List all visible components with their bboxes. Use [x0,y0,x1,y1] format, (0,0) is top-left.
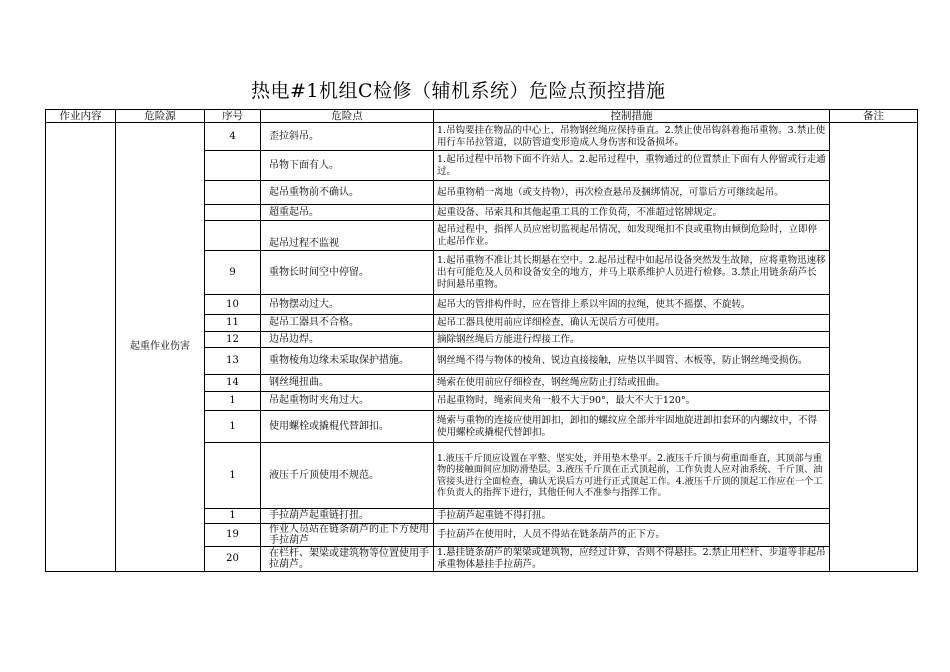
risk-cell: 起吊工器具不合格。 [261,315,434,332]
risk-cell: 重物棱角边缘未采取保护措施。 [261,348,434,375]
seq-cell [205,221,261,251]
seq-cell: 19 [205,524,261,547]
seq-cell: 1 [205,392,261,411]
control-cell: 1.液压千斤顶应设置在平整、坚实处，并用垫木垫平。2.液压千斤顶与荷重面垂直，其顶部与重物的接触面间应加防滑垫层。3.液压千斤顶在正式顶起前，工作负责人应对油系统、千斤顶、油管接头进行全面检查，确认无误后方可进行正式顶起工作。4.液压千斤顶的顶起工作应在一个工作负责人的指挥下进行，其他任何人不准参与指挥工作。 [434,443,830,509]
seq-cell: 1 [205,509,261,524]
seq-cell: 1 [205,443,261,509]
risk-cell: 起吊重物前不确认。 [261,181,434,205]
seq-cell: 11 [205,315,261,332]
risk-cell: 吊物摆动过大。 [261,295,434,315]
seq-cell [205,181,261,205]
hazard-group-cell: 起重作业伤害 [116,123,205,572]
risk-cell: 钢丝绳扭曲。 [261,375,434,392]
work-cell [46,123,116,572]
header-seq: 序号 [205,110,261,123]
risk-cell: 液压千斤顶使用不规范。 [261,443,434,509]
seq-cell [205,151,261,181]
page-title: 热电#1机组C检修（辅机系统）危险点预控措施 [251,80,666,102]
control-cell: 1.悬挂链条葫芦的架梁或建筑物，应经过计算，否则不得悬挂。2.禁止用栏杆、步道等非起吊承重物体悬挂手拉葫芦。 [434,547,830,572]
seq-cell: 14 [205,375,261,392]
seq-cell [205,205,261,221]
control-cell: 1.起吊重物不准让其长期悬在空中。2.起吊过程中如起吊设备突然发生故障，应将重物迅速移出有可能危及人员和设备安全的地方，并马上联系维护人员进行检修。3.禁止用链条葫芦长时间悬吊重物。 [434,251,830,295]
control-cell: 钢丝绳不得与物体的棱角、锐边直接接触，应垫以半圆管、木板等，防止钢丝绳受损伤。 [434,348,830,375]
hazard-control-table [45,109,918,572]
seq-cell: 12 [205,332,261,348]
risk-cell: 超重起吊。 [261,205,434,221]
seq-cell: 13 [205,348,261,375]
header-hazard: 危险源 [116,110,205,123]
control-cell: 摘除钢丝绳后方能进行焊接工作。 [434,332,830,348]
risk-cell: 重物长时间空中停留。 [261,251,434,295]
seq-cell: 4 [205,123,261,151]
control-cell: 1.吊钩要挂在物品的中心上，吊物钢丝绳应保持垂直。2.禁止使吊钩斜着拖吊重物。3.禁止使用行车吊拉管道，以防管道变形造成人身伤害和设备损坏。 [434,123,830,151]
risk-cell: 歪拉斜吊。 [261,123,434,151]
table-header-row [46,110,918,123]
control-cell: 绳索与重物的连接应使用卸扣，卸扣的螺纹应全部并牢固地旋进卸扣套环的内螺纹中，不得使用螺栓或撬棍代替卸扣。 [434,411,830,443]
seq-cell: 1 [205,411,261,443]
header-work: 作业内容 [46,110,116,123]
risk-cell: 吊起重物时夹角过大。 [261,392,434,411]
header-remark: 备注 [830,110,918,123]
remark-cell [830,123,918,572]
risk-cell: 在栏杆、架梁或建筑物等位置使用手拉葫芦。 [261,547,434,572]
risk-cell: 边吊边焊。 [261,332,434,348]
control-cell: 起重设备、吊索具和其他起重工具的工作负荷，不准超过铭牌规定。 [434,205,830,221]
table-row [46,123,918,151]
control-cell: 绳索在使用前应仔细检查，钢丝绳应防止打结或扭曲。 [434,375,830,392]
header-risk: 危险点 [261,110,434,123]
risk-cell: 使用螺栓或撬棍代替卸扣。 [261,411,434,443]
risk-cell: 起吊过程不监视 [261,221,434,251]
header-control: 控制措施 [434,110,830,123]
control-cell: 起吊大的管排构件时，应在管排上系以牢固的拉绳，使其不摇摆、不旋转。 [434,295,830,315]
control-cell: 起吊过程中，指挥人员应密切监视起吊情况，如发现绳扣不良或重物由倾倒危险时，立即停止起吊作业。 [434,221,830,251]
control-cell: 手拉葫芦在使用时，人员不得站在链条葫芦的正下方。 [434,524,830,547]
seq-cell: 9 [205,251,261,295]
control-cell: 手拉葫芦起重链不得打扭。 [434,509,830,524]
control-cell: 1.起吊过程中吊物下面不许站人。2.起吊过程中，重物通过的位置禁止下面有人停留或行走通过。 [434,151,830,181]
control-cell: 起吊工器具使用前应详细检查，确认无误后方可使用。 [434,315,830,332]
seq-cell: 20 [205,547,261,572]
risk-cell: 手拉葫芦起重链打扭。 [261,509,434,524]
control-cell: 吊起重物时，绳索间夹角一般不大于90°，最大不大于120°。 [434,392,830,411]
control-cell: 起吊重物稍一离地（或支持物），再次检查悬吊及捆绑情况，可靠后方可继续起吊。 [434,181,830,205]
seq-cell: 10 [205,295,261,315]
risk-cell: 作业人员站在链条葫芦的正下方使用手拉葫芦 [261,524,434,547]
risk-cell: 吊物下面有人。 [261,151,434,181]
